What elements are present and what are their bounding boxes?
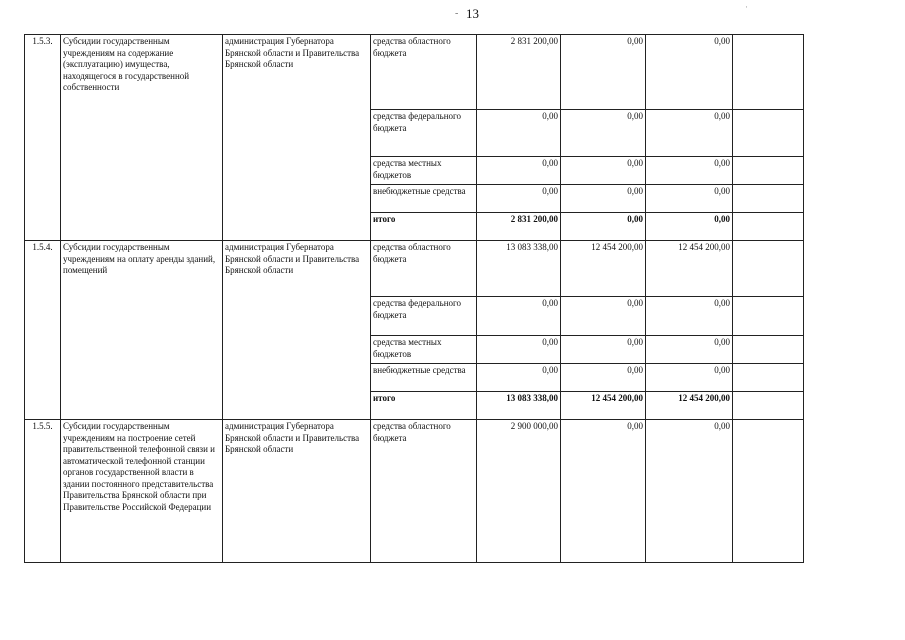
value-1: 0,00 — [477, 157, 561, 185]
value-2: 0,00 — [561, 297, 646, 336]
table-row — [25, 420, 804, 563]
header-dash: - — [455, 8, 459, 19]
total-value-1: 13 083 338,00 — [477, 392, 561, 420]
empty-cell — [733, 185, 804, 213]
value-3: 0,00 — [646, 185, 733, 213]
empty-cell — [733, 392, 804, 420]
value-1: 13 083 338,00 — [477, 241, 561, 297]
row-executor: администрация Губернатора Брянской области и Правительства Брянской области — [223, 35, 371, 241]
value-3: 12 454 200,00 — [646, 241, 733, 297]
value-3: 0,00 — [646, 297, 733, 336]
value-2: 0,00 — [561, 336, 646, 364]
source-label: средства местных бюджетов — [371, 336, 477, 364]
value-1: 0,00 — [477, 110, 561, 157]
value-2: 0,00 — [561, 364, 646, 392]
value-3: 0,00 — [646, 420, 733, 563]
row-name: Субсидии государственным учреждениям на оплату аренды зданий, помещений — [61, 241, 223, 420]
value-1: 0,00 — [477, 297, 561, 336]
value-3: 0,00 — [646, 35, 733, 110]
value-3: 0,00 — [646, 157, 733, 185]
value-2: 0,00 — [561, 110, 646, 157]
value-1: 2 900 000,00 — [477, 420, 561, 563]
source-label: средства областного бюджета — [371, 35, 477, 110]
table-row — [25, 35, 804, 110]
empty-cell — [733, 157, 804, 185]
empty-cell — [733, 213, 804, 241]
empty-cell — [733, 297, 804, 336]
total-value-3: 0,00 — [646, 213, 733, 241]
row-name: Субсидии государственным учреждениям на содержание (эксплуатацию) имущества, находящегося в государственной собственности — [61, 35, 223, 241]
source-label: внебюджетные средства — [371, 185, 477, 213]
value-2: 0,00 — [561, 35, 646, 110]
source-label: средства областного бюджета — [371, 241, 477, 297]
row-executor: администрация Губернатора Брянской области и Правительства Брянской области — [223, 420, 371, 563]
value-1: 0,00 — [477, 336, 561, 364]
value-1: 0,00 — [477, 185, 561, 213]
empty-cell — [733, 420, 804, 563]
value-2: 0,00 — [561, 185, 646, 213]
total-value-1: 2 831 200,00 — [477, 213, 561, 241]
source-label: средства федерального бюджета — [371, 110, 477, 157]
table-row — [25, 241, 804, 297]
empty-cell — [733, 35, 804, 110]
total-value-2: 12 454 200,00 — [561, 392, 646, 420]
row-name: Субсидии государственным учреждениям на построение сетей правительственной телефонной связи и автоматической телефонной станции органов государственной власти в здании постоянного представительства Правительства Брянской области при Правительстве Российской Федерации — [61, 420, 223, 563]
value-3: 0,00 — [646, 364, 733, 392]
row-code: 1.5.3. — [25, 35, 61, 241]
page-number: 13 — [466, 6, 479, 21]
row-code: 1.5.5. — [25, 420, 61, 563]
value-2: 0,00 — [561, 420, 646, 563]
total-value-2: 0,00 — [561, 213, 646, 241]
budget-table — [24, 34, 804, 563]
total-value-3: 12 454 200,00 — [646, 392, 733, 420]
row-executor: администрация Губернатора Брянской области и Правительства Брянской области — [223, 241, 371, 420]
value-3: 0,00 — [646, 110, 733, 157]
empty-cell — [733, 110, 804, 157]
total-label: итого — [371, 392, 477, 420]
value-1: 0,00 — [477, 364, 561, 392]
row-code: 1.5.4. — [25, 241, 61, 420]
corner-mark: · — [745, 2, 748, 12]
total-label: итого — [371, 213, 477, 241]
source-label: средства областного бюджета — [371, 420, 477, 563]
source-label: средства местных бюджетов — [371, 157, 477, 185]
empty-cell — [733, 241, 804, 297]
value-3: 0,00 — [646, 336, 733, 364]
empty-cell — [733, 336, 804, 364]
empty-cell — [733, 364, 804, 392]
value-2: 0,00 — [561, 157, 646, 185]
source-label: средства федерального бюджета — [371, 297, 477, 336]
value-2: 12 454 200,00 — [561, 241, 646, 297]
value-1: 2 831 200,00 — [477, 35, 561, 110]
source-label: внебюджетные средства — [371, 364, 477, 392]
